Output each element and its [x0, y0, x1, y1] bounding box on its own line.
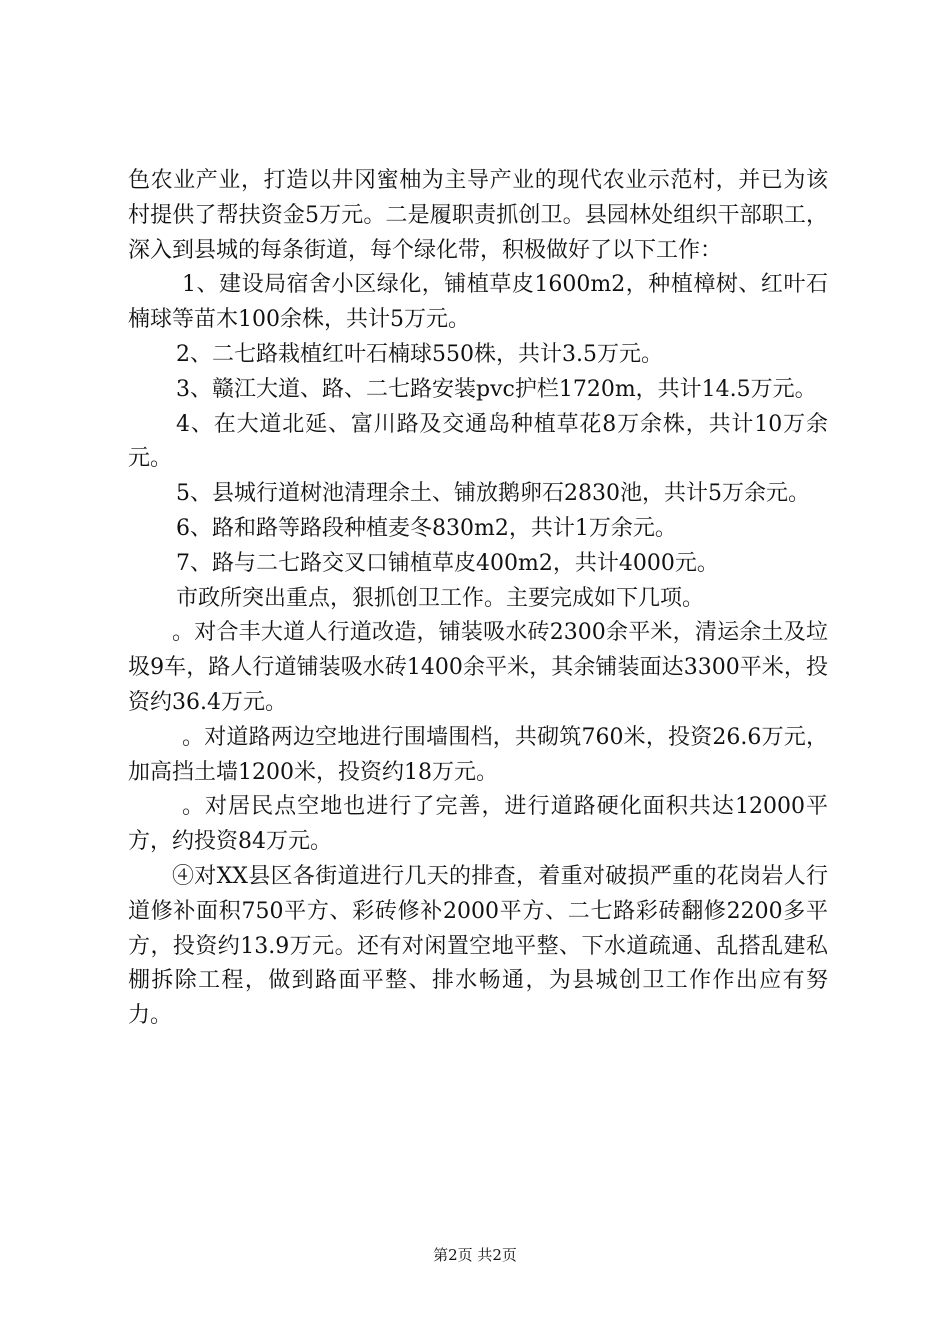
page-footer — [0, 1244, 950, 1265]
list-item-5: 5、县城行道树池清理余土、铺放鹅卵石2830池，共计5万余元。 — [176, 481, 810, 507]
paragraph-municipal: 市政所突出重点，狠抓创卫工作。主要完成如下几项。 — [176, 585, 705, 611]
paragraph-item-a: 。对合丰大道人行道改造，铺装吸水砖2300余平米，清运余土及垃圾9车，路人行道铺装吸水砖1400余平米，其余铺装面达3300平米，投资约36.4万元。 — [128, 620, 828, 715]
paragraph-intro: 色农业产业，打造以井冈蜜柚为主导产业的现代农业示范村，并已为该村提供了帮扶资金5万元。二是履职责抓创卫。县园林处组织干部职工，深入到县城的每条街道，每个绿化带，积极做好了以下工作： — [128, 168, 828, 263]
list-item-2: 2、二七路栽植红叶石楠球550株，共计3.5万元。 — [176, 341, 663, 367]
list-item-6: 6、路和路等路段种植麦冬830m2，共计1万余元。 — [176, 515, 677, 541]
list-item-4: 4、在大道北延、富川路及交通岛种植草花8万余株，共计10万余元。 — [128, 411, 828, 472]
paragraph-item-b: 。对道路两边空地进行围墙围档，共砌筑760米，投资26.6万元，加高挡土墙1200米，投资约18万元。 — [128, 724, 828, 785]
page-number-label: 第2页 共2页 — [433, 1246, 517, 1264]
list-item-1: 1、建设局宿舍小区绿化，铺植草皮1600m2，种植樟树、红叶石楠球等苗木100余株，共计5万元。 — [128, 272, 828, 333]
paragraph-item-d: ④对XX县区各街道进行几天的排查，着重对破损严重的花岗岩人行道修补面积750平方、彩砖修补2000平方、二七路彩砖翻修2200多平方，投资约13.9万元。还有对闲置空地平整、下水道疏通、乱搭乱建私棚拆除工程，做到路面平整、排水畅通，为县城创卫工作作出应有努力。 — [128, 863, 828, 1029]
document-body — [128, 164, 828, 1034]
list-item-3: 3、赣江大道、路、二七路安装pvc护栏1720m，共计14.5万元。 — [176, 376, 817, 402]
paragraph-item-c: 。对居民点空地也进行了完善，进行道路硬化面积共达12000平方，约投资84万元。 — [128, 794, 828, 855]
list-item-7: 7、路与二七路交叉口铺植草皮400m2，共计4000元。 — [176, 550, 719, 576]
